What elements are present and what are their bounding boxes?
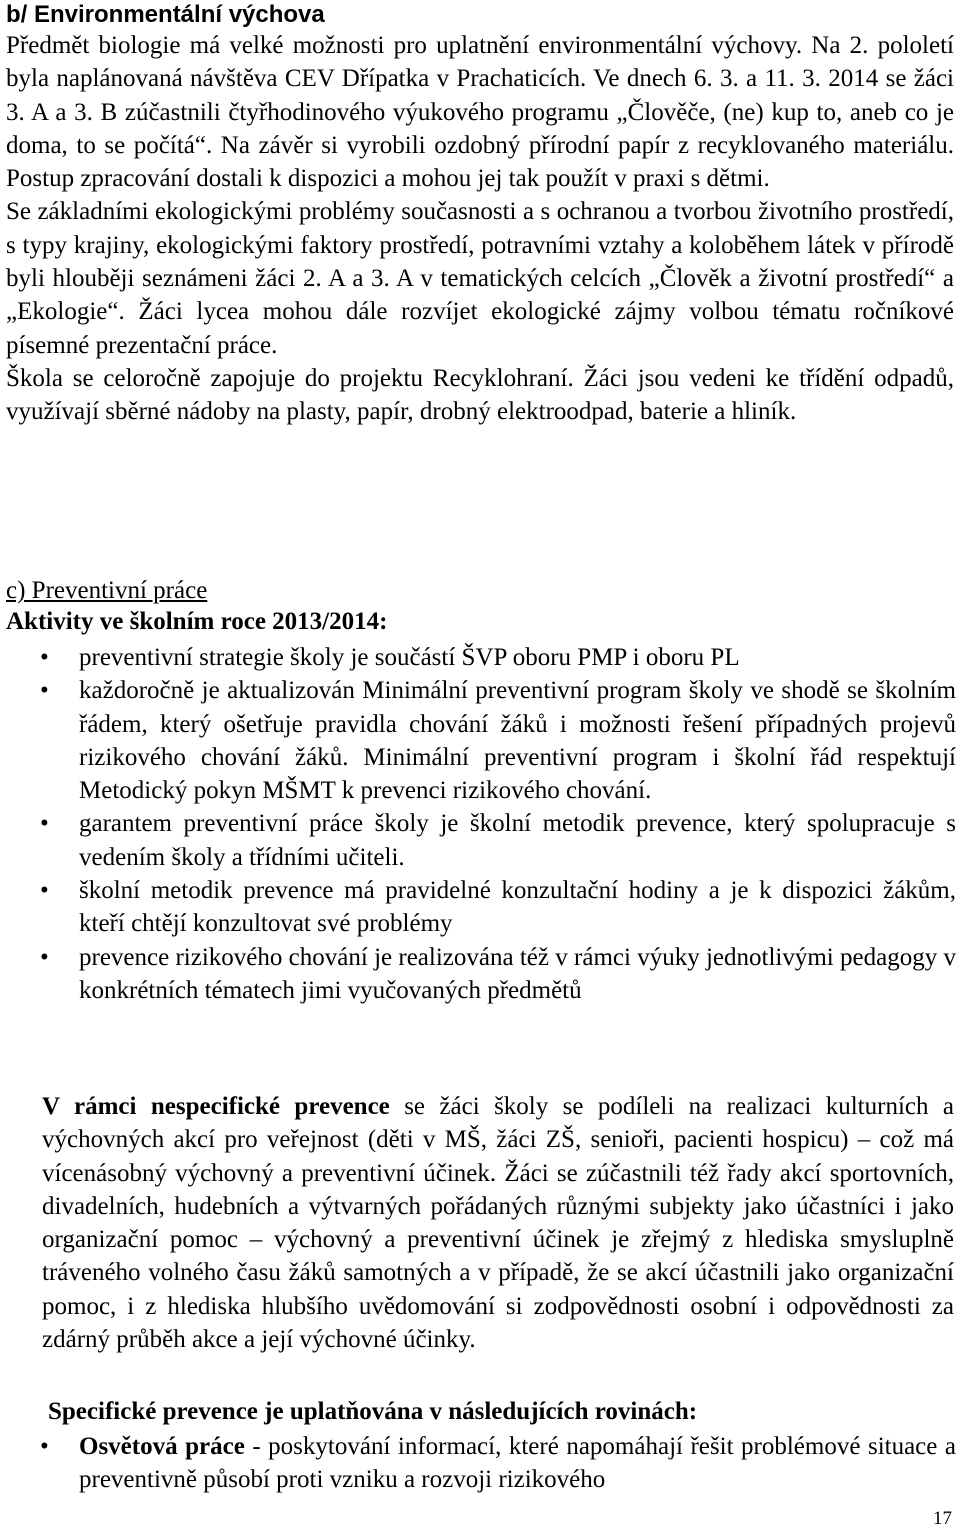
section-b-paragraph-1: Předmět biologie má velké možnosti pro uplatnění environmentální výchovy. Na 2. pololetí byla naplánovaná návštěva CEV Dřípatka v Prachaticích. Ve dnech 6. 3. a 11. 3. 2014 se žáci 3. A a 3. B zúčastnili čtyřhodinového výukového programu „Člověče, (ne) kup to, aneb co je doma, to se počítá“. Na závěr si vyrobili ozdobný přírodní papír z recyklovaného materiálu. Postup zpracování dostali k dispozici a mohou jej tak použít v praxi s dětmi. — [6, 32, 954, 193]
activities-heading: Aktivity ve školním roce 2013/2014: — [6, 608, 388, 635]
bullet-icon: • — [40, 1433, 49, 1460]
bullet-icon: • — [40, 943, 49, 971]
specific-item-lead: Osvětová práce — [79, 1433, 245, 1460]
list-item: • preventivní strategie školy je součástí ŠVP oboru PMP i oboru PL — [6, 641, 956, 674]
section-b-heading: b/ Environmentální výchova — [6, 1, 325, 28]
nonspecific-prevention-lead: V rámci nespecifické prevence — [42, 1093, 390, 1120]
list-item — [6, 1430, 956, 1497]
bullet-icon: • — [40, 644, 49, 671]
section-b-paragraph-3: Škola se celoročně zapojuje do projektu Recyklohraní. Žáci jsou vedeni ke třídění odpadů, využívají sběrné nádoby na plasty, papír, drobný elektroodpad, baterie a hliník. — [6, 364, 954, 426]
nonspecific-prevention-paragraph — [42, 1090, 954, 1356]
specific-item-text: - poskytování informací, které napomáhají řešit problémové situace a preventivně působí proti vzniku a rozvoji rizikového — [79, 1433, 956, 1494]
list-item: • každoročně je aktualizován Minimální preventivní program školy ve shodě se školním řádem, který ošetřuje pravidla chování žáků i možnosti řešení případných projevů rizikového chování žáků. Minimální preventivní program i školní řád respektují Metodický pokyn MŠMT k prevenci rizikového chování. — [6, 674, 956, 807]
specific-prevention-heading: Specifické prevence je uplatňována v následujících rovinách: — [48, 1398, 698, 1425]
nonspecific-prevention-text: se žáci školy se podíleli na realizaci kulturních a výchovných akcí pro veřejnost (děti v MŠ, žáci ZŠ, senioři, pacienti hospicu) – což má vícenásobný výchovný a preventivní účinek. Žáci se zúčastnili též řady akcí sportovních, divadelních, hudebních a výtvarných pořádaných různými subjekty jako účastníci i jako organizační pomoc – výchovný a preventivní účinek je zřejmý z hlediska smysluplně tráveného volného času žáků samotných a v případě, že se akcí účastnili jako organizační pomoc, i z hlediska hlubšího uvědomování si zodpovědnosti osobní i odpovědnosti za zdárný průběh akce a její výchovné účinky. — [42, 1093, 954, 1354]
bullet-icon: • — [40, 877, 49, 905]
bullet-icon: • — [40, 810, 49, 838]
activities-list — [6, 641, 956, 1007]
list-item: • garantem preventivní práce školy je školní metodik prevence, který spolupracuje s vedením školy a třídními učiteli. — [6, 807, 956, 874]
list-item: • prevence rizikového chování je realizována též v rámci výuky jednotlivými pedagogy v konkrétních tématech jimi vyučovaných předmětů — [6, 941, 956, 1008]
bullet-icon: • — [40, 677, 49, 705]
specific-prevention-list — [6, 1430, 956, 1497]
section-b-body — [6, 29, 954, 429]
section-c-heading: c) Preventivní práce — [6, 577, 208, 604]
section-b-paragraph-2: Se základními ekologickými problémy současnosti a s ochranou a tvorbou životního prostředí, s typy krajiny, ekologickými faktory prostředí, potravními vztahy a koloběhem látek v přírodě byli hlouběji seznámeni žáci 2. A a 3. A v tematických celcích „Člověk a životní prostředí“ a „Ekologie“. Žáci lycea mohou dále rozvíjet ekologické zájmy volbou tématu ročníkové písemné prezentační práce. — [6, 198, 954, 359]
page-number: 17 — [933, 1508, 952, 1529]
list-item: • školní metodik prevence má pravidelné konzultační hodiny a je k dispozici žákům, kteří chtějí konzultovat své problémy — [6, 874, 956, 941]
